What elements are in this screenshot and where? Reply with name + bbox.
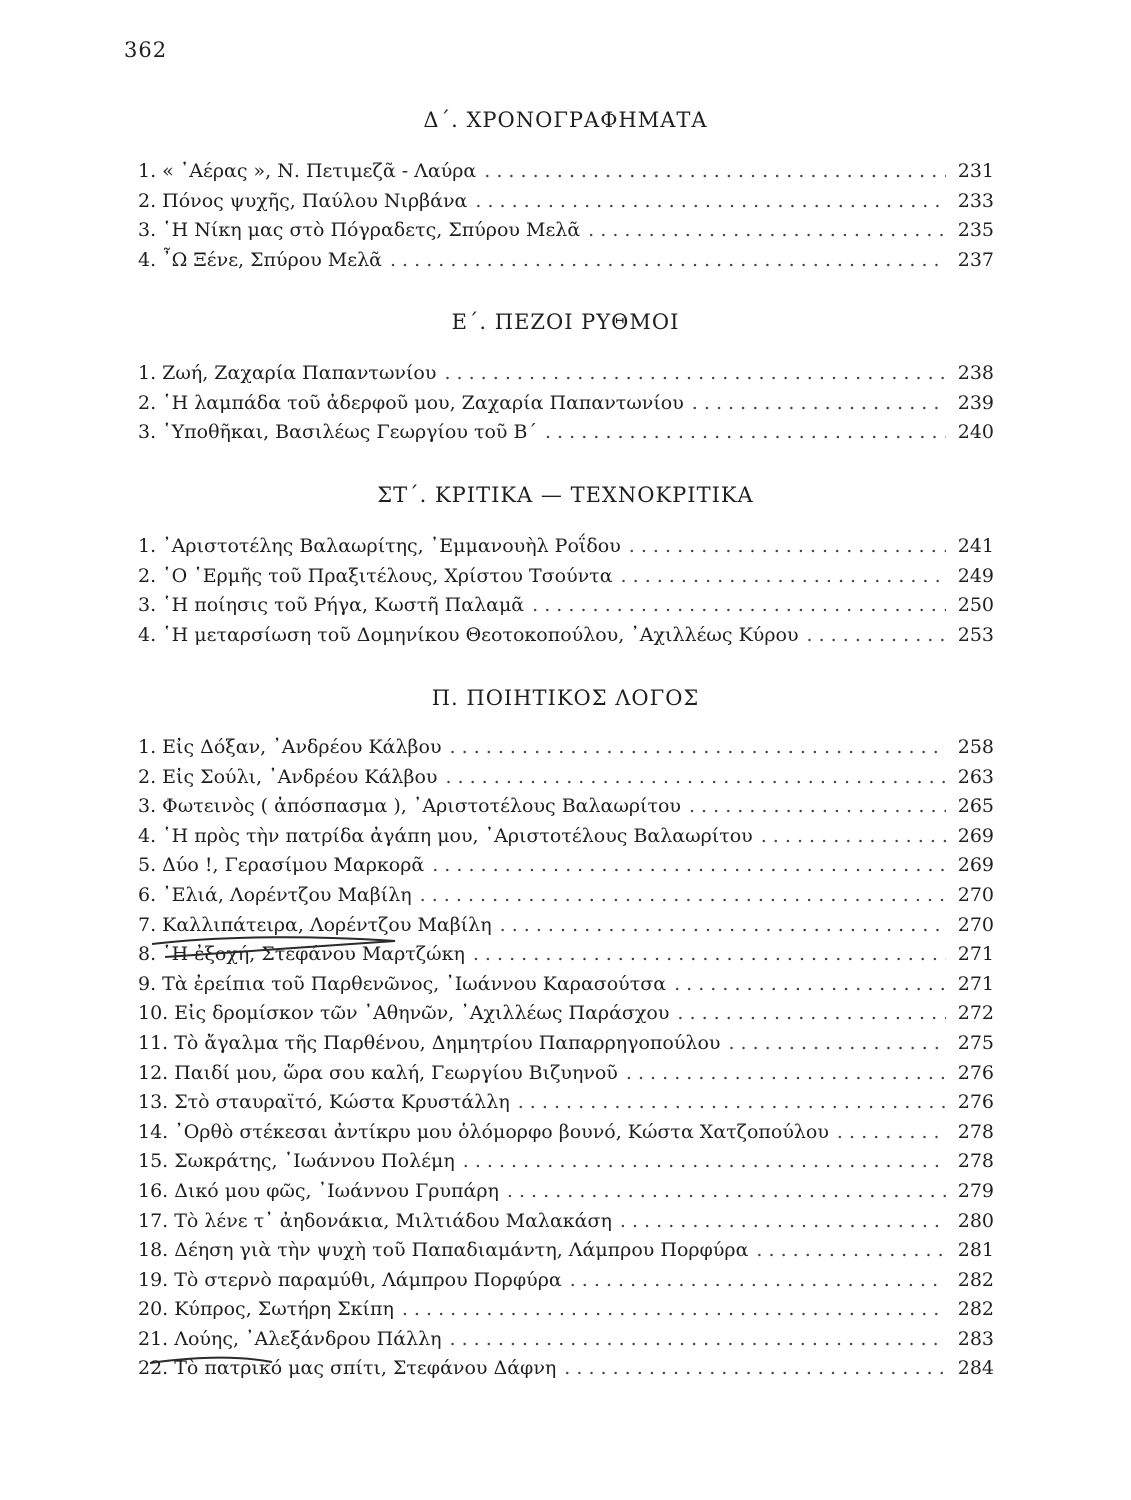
- entry-title: ῾Η πρὸς τὴν πατρίδα ἀγάπη μου, ᾿Αριστοτέλους Βαλαωρίτου: [162, 824, 753, 847]
- entry-number: 16.: [138, 1179, 169, 1202]
- entry-title: Εἰς δρομίσκον τῶν ᾿Αθηνῶν, ᾿Αχιλλέως Παράσχου: [174, 1002, 670, 1025]
- toc-entry: [138, 594, 994, 624]
- entry-page: 272: [957, 1002, 994, 1025]
- dot-leader: [390, 249, 946, 271]
- entry-page: 278: [957, 1150, 994, 1173]
- dot-leader: [674, 973, 946, 995]
- entry-title: Τὸ λένε τ᾿ ἀηδονάκια, Μιλτιάδου Μαλακάση: [174, 1209, 612, 1232]
- dot-leader: [728, 1032, 946, 1054]
- toc-entry: [138, 1062, 994, 1092]
- toc-list: [138, 736, 994, 1387]
- toc-entry: [138, 1032, 994, 1062]
- entry-number: 20.: [138, 1298, 169, 1321]
- entry-title: Εἰς Σούλι, ᾿Ανδρέου Κάλβου: [162, 765, 438, 788]
- entry-page: 265: [957, 795, 994, 818]
- entry-number: 8.: [138, 943, 157, 966]
- entry-title: Καλλιπάτειρα, Λορέντζου Μαβίλη: [162, 913, 492, 936]
- entry-page: 241: [957, 535, 994, 557]
- dot-leader: [450, 736, 946, 758]
- entry-number: 7.: [138, 913, 157, 936]
- toc-list: [138, 535, 994, 653]
- entry-title: ῾Η λαμπάδα τοῦ ἀδερφοῦ μου, Ζαχαρία Παπαντωνίου: [162, 391, 684, 414]
- toc-entry: [138, 1002, 994, 1032]
- toc-entry: [138, 190, 994, 220]
- entry-page: 253: [957, 623, 994, 646]
- toc-list: [138, 160, 994, 278]
- entry-number: 1.: [138, 160, 157, 182]
- toc-entry: [138, 535, 994, 565]
- toc-entry: [138, 624, 994, 654]
- entry-page: 270: [957, 883, 994, 906]
- dot-leader: [507, 1180, 946, 1202]
- entry-title: ᾿Ορθὸ στέκεσαι ἀντίκρυ μου ὁλόμορφο βουνό, Κώστα Χατζοπούλου: [174, 1120, 829, 1143]
- dot-leader: [445, 766, 946, 788]
- dot-leader: [444, 362, 946, 384]
- entry-page: 275: [957, 1031, 994, 1054]
- dot-leader: [500, 914, 946, 936]
- entry-number: 5.: [138, 854, 157, 877]
- entry-title: ῏Ω Ξένε, Σπύρου Μελᾶ: [162, 248, 382, 271]
- entry-page: 280: [957, 1209, 994, 1232]
- toc-entry: [138, 421, 994, 451]
- dot-leader: [484, 160, 946, 182]
- entry-title: Δύο !, Γερασίμου Μαρκορᾶ: [162, 854, 425, 877]
- toc-entry: [138, 1210, 994, 1240]
- entry-title: Τὸ στερνὸ παραμύθι, Λάμπρου Πορφύρα: [174, 1268, 562, 1291]
- dot-leader: [629, 535, 946, 557]
- dot-leader: [570, 1269, 946, 1291]
- entry-number: 17.: [138, 1209, 169, 1232]
- entry-title: Τὸ ἄγαλμα τῆς Παρθένου, Δημητρίου Παπαρρηγοπούλου: [174, 1031, 721, 1054]
- entry-number: 3.: [138, 219, 157, 242]
- entry-title: Τὸ πατρικό μας σπίτι, Στεφάνου Δάφνη: [174, 1357, 557, 1380]
- entry-title: Τὰ ἐρείπια τοῦ Παρθενῶνος, ᾿Ιωάννου Καρασούτσα: [162, 972, 667, 995]
- toc-entry: [138, 1150, 994, 1180]
- entry-title: ᾿Ελιά, Λορέντζου Μαβίλη: [162, 883, 412, 906]
- entry-page: 270: [957, 913, 994, 936]
- toc-entry: [138, 565, 994, 595]
- entry-title: Δικό μου φῶς, ᾿Ιωάννου Γρυπάρη: [174, 1179, 499, 1202]
- entry-page: 250: [957, 594, 994, 617]
- toc-entry: [138, 1239, 994, 1269]
- entry-number: 14.: [138, 1120, 169, 1143]
- entry-page: 233: [957, 189, 994, 212]
- toc-entry: [138, 943, 994, 973]
- entry-page: 271: [957, 943, 994, 966]
- entry-page: 271: [957, 972, 994, 995]
- entry-number: 19.: [138, 1268, 169, 1291]
- toc-entry: [138, 914, 994, 944]
- entry-title: « ᾿Αέρας », Ν. Πετιμεζᾶ - Λαύρα: [162, 160, 477, 182]
- section-title: Ε΄. ΠΕΖΟΙ ΡΥΘΜΟΙ: [451, 310, 680, 334]
- entry-page: 276: [957, 1091, 994, 1114]
- entry-title: Ζωή, Ζαχαρία Παπαντωνίου: [162, 362, 437, 384]
- entry-number: 11.: [138, 1031, 169, 1054]
- entry-number: 22.: [138, 1357, 169, 1380]
- dot-leader: [692, 392, 946, 414]
- entry-number: 2.: [138, 189, 157, 212]
- entry-number: 4.: [138, 623, 157, 646]
- dot-leader: [420, 884, 946, 906]
- toc-entry: [138, 1269, 994, 1299]
- entry-page: 237: [957, 248, 994, 271]
- entry-page: 258: [957, 736, 994, 758]
- dot-leader: [402, 1298, 946, 1320]
- entry-number: 6.: [138, 883, 157, 906]
- dot-leader: [588, 219, 946, 241]
- entry-number: 18.: [138, 1239, 169, 1262]
- dot-leader: [677, 1002, 946, 1024]
- entry-page: 249: [957, 564, 994, 587]
- entry-page: 276: [957, 1061, 994, 1084]
- entry-page: 269: [957, 824, 994, 847]
- entry-number: 3.: [138, 795, 157, 818]
- dot-leader: [621, 565, 946, 587]
- dot-leader: [463, 1150, 946, 1172]
- dot-leader: [532, 594, 946, 616]
- toc-entry: [138, 1298, 994, 1328]
- entry-page: 239: [957, 391, 994, 414]
- toc-list: [138, 362, 994, 451]
- toc-entry: [138, 1121, 994, 1151]
- entry-number: 2.: [138, 765, 157, 788]
- entry-number: 13.: [138, 1091, 169, 1114]
- entry-page: 282: [957, 1298, 994, 1321]
- entry-number: 1.: [138, 736, 157, 758]
- dot-leader: [564, 1357, 946, 1379]
- entry-title: ῾Η ποίησις τοῦ Ρήγα, Κωστῆ Παλαμᾶ: [162, 594, 525, 617]
- entry-page: 283: [957, 1327, 994, 1350]
- entry-title: ῾Η ἐξοχή, Στεφάνου Μαρτζώκη: [162, 943, 465, 966]
- entry-number: 4.: [138, 824, 157, 847]
- entry-title: Παιδί μου, ὥρα σου καλή, Γεωργίου Βιζυηνοῦ: [174, 1061, 618, 1084]
- entry-title: Σωκράτης, ᾿Ιωάννου Πολέμη: [174, 1150, 455, 1173]
- entry-title: ῾Ο ῾Ερμῆς τοῦ Πραξιτέλους, Χρίστου Τσούντα: [162, 564, 613, 587]
- entry-number: 2.: [138, 391, 157, 414]
- dot-leader: [473, 943, 946, 965]
- toc-entry: [138, 1091, 994, 1121]
- toc-entry: [138, 884, 994, 914]
- toc-entry: [138, 795, 994, 825]
- entry-page: 269: [957, 854, 994, 877]
- entry-title: ᾿Αριστοτέλης Βαλαωρίτης, ᾿Εμμανουὴλ Ροΐδου: [162, 535, 621, 557]
- toc-entry: [138, 854, 994, 884]
- entry-number: 3.: [138, 421, 157, 444]
- entry-title: Λούης, ᾿Αλεξάνδρου Πάλλη: [174, 1327, 442, 1350]
- entry-title: ῾Υποθῆκαι, Βασιλέως Γεωργίου τοῦ Β΄: [162, 421, 537, 444]
- toc-entry: [138, 766, 994, 796]
- toc-entry: [138, 1357, 994, 1387]
- toc-entry: [138, 392, 994, 422]
- entry-number: 4.: [138, 248, 157, 271]
- entry-page: 238: [957, 362, 994, 384]
- toc-entry: [138, 362, 994, 392]
- entry-number: 10.: [138, 1002, 169, 1025]
- entry-page: 282: [957, 1268, 994, 1291]
- entry-page: 281: [957, 1239, 994, 1262]
- toc-entry: [138, 973, 994, 1003]
- dot-leader: [761, 825, 946, 847]
- dot-leader: [837, 1121, 946, 1143]
- entry-title: ῾Η Νίκη μας στὸ Πόγραδετς, Σπύρου Μελᾶ: [162, 219, 581, 242]
- entry-page: 235: [957, 219, 994, 242]
- entry-title: Πόνος ψυχῆς, Παύλου Νιρβάνα: [162, 189, 468, 212]
- entry-number: 21.: [138, 1327, 169, 1350]
- entry-number: 9.: [138, 972, 157, 995]
- entry-page: 284: [957, 1357, 994, 1380]
- entry-number: 2.: [138, 564, 157, 587]
- entry-page: 263: [957, 765, 994, 788]
- section-title: Δ΄. ΧΡΟΝΟΓΡΑΦΗΜΑΤΑ: [423, 108, 708, 132]
- entry-page: 278: [957, 1120, 994, 1143]
- section-title: ΣΤ΄. ΚΡΙΤΙΚΑ — ΤΕΧΝΟΚΡΙΤΙΚΑ: [377, 483, 754, 507]
- toc-entry: [138, 736, 994, 766]
- dot-leader: [518, 1091, 946, 1113]
- entry-page: 240: [957, 421, 994, 444]
- dot-leader: [432, 854, 946, 876]
- entry-title: Δέηση γιὰ τὴν ψυχὴ τοῦ Παπαδιαμάντη, Λάμπρου Πορφύρα: [174, 1239, 749, 1262]
- dot-leader: [450, 1328, 947, 1350]
- entry-number: 1.: [138, 362, 157, 384]
- toc-entry: [138, 825, 994, 855]
- entry-page: 279: [957, 1179, 994, 1202]
- entry-title: Κύπρος, Σωτήρη Σκίπη: [174, 1298, 394, 1321]
- dot-leader: [475, 190, 946, 212]
- dot-leader: [689, 795, 946, 817]
- entry-title: Φωτεινὸς ( ἀπόσπασμα ), ᾿Αριστοτέλους Βαλαωρίτου: [162, 795, 681, 818]
- entry-title: Εἰς Δόξαν, ᾿Ανδρέου Κάλβου: [162, 736, 442, 758]
- dot-leader: [626, 1062, 946, 1084]
- toc-entry: [138, 1328, 994, 1358]
- entry-title: Στὸ σταυραϊτό, Κώστα Κρυστάλλη: [174, 1091, 510, 1114]
- toc-entry: [138, 249, 994, 279]
- toc-entry: [138, 219, 994, 249]
- entry-number: 3.: [138, 594, 157, 617]
- section-title: Π. ΠΟΙΗΤΙΚΟΣ ΛΟΓΟΣ: [431, 686, 700, 710]
- toc-entry: [138, 160, 994, 190]
- toc-entry: [138, 1180, 994, 1210]
- page-number: 362: [124, 38, 168, 62]
- entry-page: 231: [957, 160, 994, 182]
- entry-number: 1.: [138, 535, 157, 557]
- dot-leader: [807, 624, 947, 646]
- entry-number: 15.: [138, 1150, 169, 1173]
- entry-number: 12.: [138, 1061, 169, 1084]
- dot-leader: [545, 421, 946, 443]
- dot-leader: [756, 1239, 946, 1261]
- dot-leader: [620, 1210, 946, 1232]
- entry-title: ῾Η μεταρσίωση τοῦ Δομηνίκου Θεοτοκοπούλου, ᾿Αχιλλέως Κύρου: [162, 623, 799, 646]
